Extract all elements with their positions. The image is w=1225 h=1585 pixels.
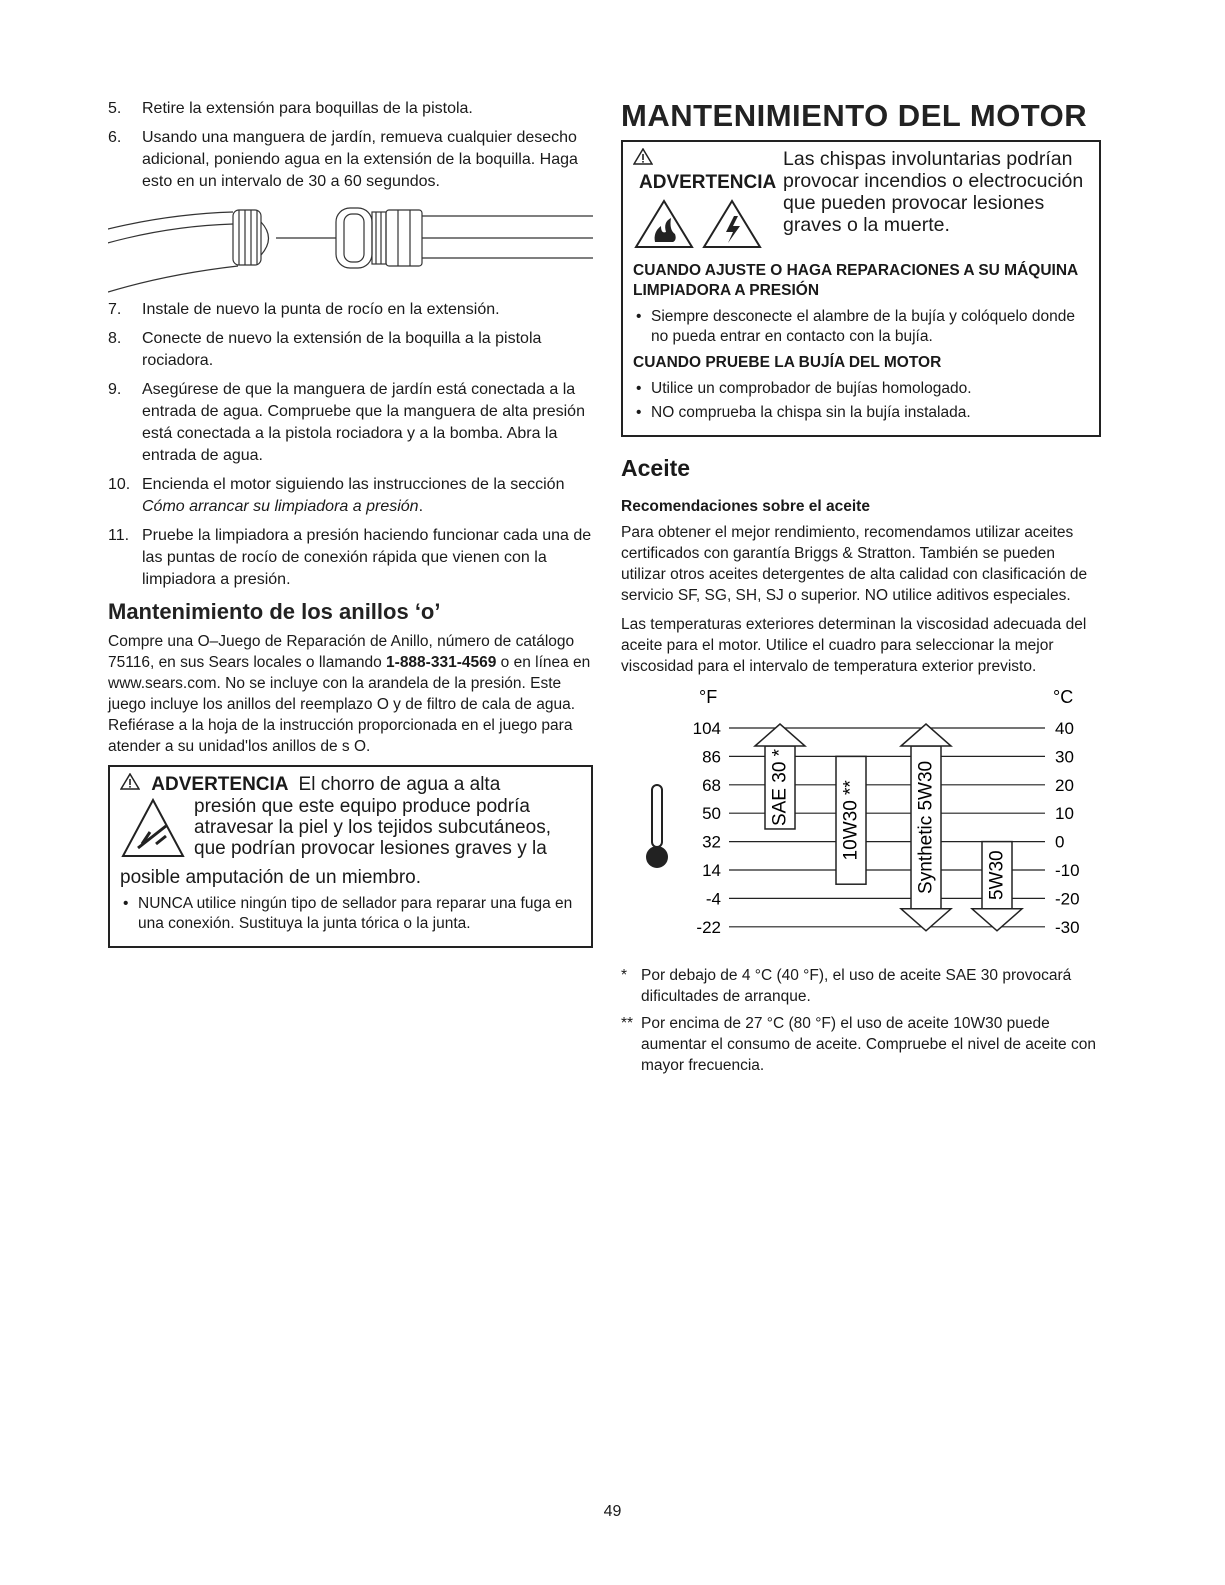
series-label: Synthetic 5W30 <box>915 760 937 894</box>
tick-label-c: 20 <box>1055 775 1074 795</box>
step-number: 8. <box>108 330 122 347</box>
arrow-up-icon <box>755 724 805 746</box>
step-text-main: Asegúrese de que la manguera de jardín está conectada a la entrada de agua. Compruebe que la manguera de alta presión está conectada a la pistola rociadora y a la bomba. Abra la entrada de agua. <box>142 381 585 464</box>
hose-nozzle-icon <box>108 200 593 295</box>
tick-label-c: 30 <box>1055 747 1074 767</box>
tick-label-f: -22 <box>696 917 721 937</box>
step-text-main: Encienda el motor siguiendo las instrucciones de la sección <box>142 476 565 493</box>
spark-warning-row <box>633 148 1089 255</box>
step-number: 9. <box>108 381 122 398</box>
spark-warning-keyword: ADVERTENCIA <box>639 172 777 193</box>
repair-section-heading: CUANDO AJUSTE O HAGA REPARACIONES A SU MÁQUINA LIMPIADORA A PRESIÓN <box>633 262 1078 299</box>
series-label: SAE 30 * <box>769 748 791 827</box>
warning-header <box>120 773 581 796</box>
tick-label-f: -4 <box>705 889 721 909</box>
footnote-text: Por encima de 27 °C (80 °F) el uso de aceite 10W30 puede aumentar el consumo de aceite. Compruebe el nivel de aceite con mayor frecuencia. <box>641 1015 1096 1074</box>
step-item <box>108 474 593 518</box>
step-text <box>142 474 593 518</box>
tick-label-c: -20 <box>1055 889 1080 909</box>
hose-illustration <box>108 200 593 295</box>
warning-lead: El chorro de agua a alta <box>298 774 501 795</box>
step-item <box>108 328 593 372</box>
oring-phone: 1-888-331-4569 <box>386 654 497 671</box>
tick-label-f: 104 <box>692 719 721 738</box>
step-text <box>142 127 593 193</box>
step-text-after: . <box>418 498 424 515</box>
warning-tail: posible amputación de un miembro. <box>120 867 422 888</box>
oring-title: Mantenimiento de los anillos ‘o’ <box>108 599 441 624</box>
step-text-main: Pruebe la limpiadora a presión haciendo funcionar cada una de las puntas de rocío de conexión rápida que vienen con la limpiadora a presión. <box>142 527 592 588</box>
alert-triangle-icon <box>120 774 145 795</box>
alert-triangle-icon <box>633 149 653 170</box>
footnote-mark: ** <box>621 1015 634 1032</box>
bullet-item: • Siempre desconecte el alambre de la bujía y colóquelo donde no pueda entrar en contacto con la bujía. <box>633 307 1089 347</box>
arrow-up-icon <box>901 724 951 746</box>
step-item <box>108 98 593 120</box>
step-text-italic: Cómo arrancar su limpiadora a presión <box>142 498 419 515</box>
footnote <box>621 1013 1101 1076</box>
step-number: 7. <box>108 301 122 318</box>
warning-bullets <box>120 894 581 934</box>
step-number: 10. <box>108 476 131 493</box>
tick-label-c: -10 <box>1055 861 1080 880</box>
tick-label-f: 14 <box>702 861 721 880</box>
series-label: 5W30 <box>986 850 1008 901</box>
warning-body: presión que este equipo produce podría atravesar la piel y los tejidos subcutáneos, que podrían provocar lesiones graves y la <box>194 796 551 859</box>
step-text <box>142 98 593 120</box>
spark-test-heading: CUANDO PRUEBE LA BUJÍA DEL MOTOR <box>633 354 942 371</box>
thermometer-tube <box>652 785 662 847</box>
footnote-mark: * <box>621 967 628 984</box>
step-item <box>108 127 593 193</box>
unit-celsius: °C <box>1053 687 1074 707</box>
bullet-item: • NUNCA utilice ningún tipo de sellador para reparar una fuga en una conexión. Sustituya la junta tórica o la junta. <box>120 894 581 934</box>
step-number: 11. <box>108 527 130 544</box>
step-item <box>108 525 593 591</box>
series-label: 10W30 ** <box>840 780 862 861</box>
oil-viscosity-chart <box>621 685 1101 955</box>
tick-label-c: 10 <box>1055 804 1074 824</box>
warning-row <box>120 796 581 867</box>
step-text-main: Conecte de nuevo la extensión de la boquilla a la pistola rociadora. <box>142 330 542 369</box>
shock-hazard-icon <box>701 198 763 255</box>
bullet-item: • Utilice un comprobador de bujías homologado. <box>633 379 1089 399</box>
tick-label-f: 32 <box>702 832 721 852</box>
spark-warning-body: Las chispas involuntarias podrían provocar incendios o electrocución que pueden provocar lesiones graves o la muerte. <box>783 148 1084 236</box>
spark-warning-header <box>633 148 783 194</box>
viscosity-chart-svg <box>621 685 1101 955</box>
arrow-down-icon <box>972 909 1022 931</box>
unit-fahrenheit: °F <box>699 687 718 707</box>
tick-label-c: 40 <box>1055 719 1074 738</box>
arrow-down-icon <box>901 909 951 931</box>
tick-label-c: 0 <box>1055 832 1065 852</box>
steps-list-a <box>108 98 593 193</box>
page-number: 49 <box>603 1503 622 1520</box>
oil-paragraph-2: Las temperaturas exteriores determinan la viscosidad adecuada del aceite para el motor. Utilice el cuadro para seleccionar la mejor viscosidad para el intervalo de temperatura exterior previsto. <box>621 616 1087 675</box>
injection-hazard-icon <box>120 796 186 867</box>
left-column <box>108 98 593 948</box>
tick-label-c: -30 <box>1055 917 1080 937</box>
step-number: 6. <box>108 129 122 146</box>
step-text <box>142 299 593 321</box>
oil-recommendations-title: Recomendaciones sobre el aceite <box>621 498 870 515</box>
step-item <box>108 299 593 321</box>
step-text-main: Retire la extensión para boquillas de la pistola. <box>142 100 473 117</box>
tick-label-f: 50 <box>702 804 721 824</box>
water-jet-warning-box <box>108 765 593 948</box>
step-number: 5. <box>108 100 122 117</box>
hazard-icons <box>633 198 775 255</box>
step-text <box>142 379 593 467</box>
footnote-text: Por debajo de 4 °C (40 °F), el uso de aceite SAE 30 provocará dificultades de arranque. <box>641 967 1072 1005</box>
footnotes <box>621 965 1101 1076</box>
step-item <box>108 379 593 467</box>
oring-text-1: Compre una O–Juego de Reparación de Anillo, número de catálogo 75116, en sus Sears locales o llamando <box>108 633 575 671</box>
oil-paragraph-1: Para obtener el mejor rendimiento, recomendamos utilizar aceites certificados con garantía Briggs & Stratton. También se pueden utilizar otros aceites detergentes de alta calidad con clasificación de servicio SF, SG, SH, SJ o superior. NO utilice aditivos especiales. <box>621 524 1088 604</box>
oring-text-2: o en línea en www.sears.com. No se incluye con la arandela de la presión. Este juego incluye los anillos del reemplazo O y de filtro de cala de agua. Refiérase a la hoja de la instrucción proporcionada en el juego para atender a su unidad'los anillos de s O. <box>108 654 591 755</box>
step-text-main: Usando una manguera de jardín, remueva cualquier desecho adicional, poniendo agua en la extensión de la boquilla. Haga esto en un intervalo de 30 a 60 segundos. <box>142 129 578 190</box>
steps-list-b <box>108 299 593 591</box>
spark-test-bullets <box>633 379 1089 423</box>
warning-icons <box>120 796 186 867</box>
thermometer-bulb <box>646 846 668 868</box>
bullet-item: • NO comprueba la chispa sin la bujía instalada. <box>633 403 1089 423</box>
right-column <box>621 98 1101 1082</box>
footnote <box>621 965 1101 1007</box>
step-text <box>142 525 593 591</box>
section-title: MANTENIMIENTO DEL MOTOR <box>621 98 1088 133</box>
fire-hazard-icon <box>633 198 695 255</box>
oring-paragraph <box>108 631 593 757</box>
step-text-main: Instale de nuevo la punta de rocío en la extensión. <box>142 301 500 318</box>
warning-keyword: ADVERTENCIA <box>151 774 289 795</box>
repair-bullets <box>633 307 1089 347</box>
oil-title: Aceite <box>621 455 691 481</box>
spark-warning-icons <box>633 148 783 255</box>
spark-warning-box <box>621 140 1101 437</box>
tick-label-f: 86 <box>702 747 721 767</box>
tick-label-f: 68 <box>702 775 721 795</box>
step-text <box>142 328 593 372</box>
